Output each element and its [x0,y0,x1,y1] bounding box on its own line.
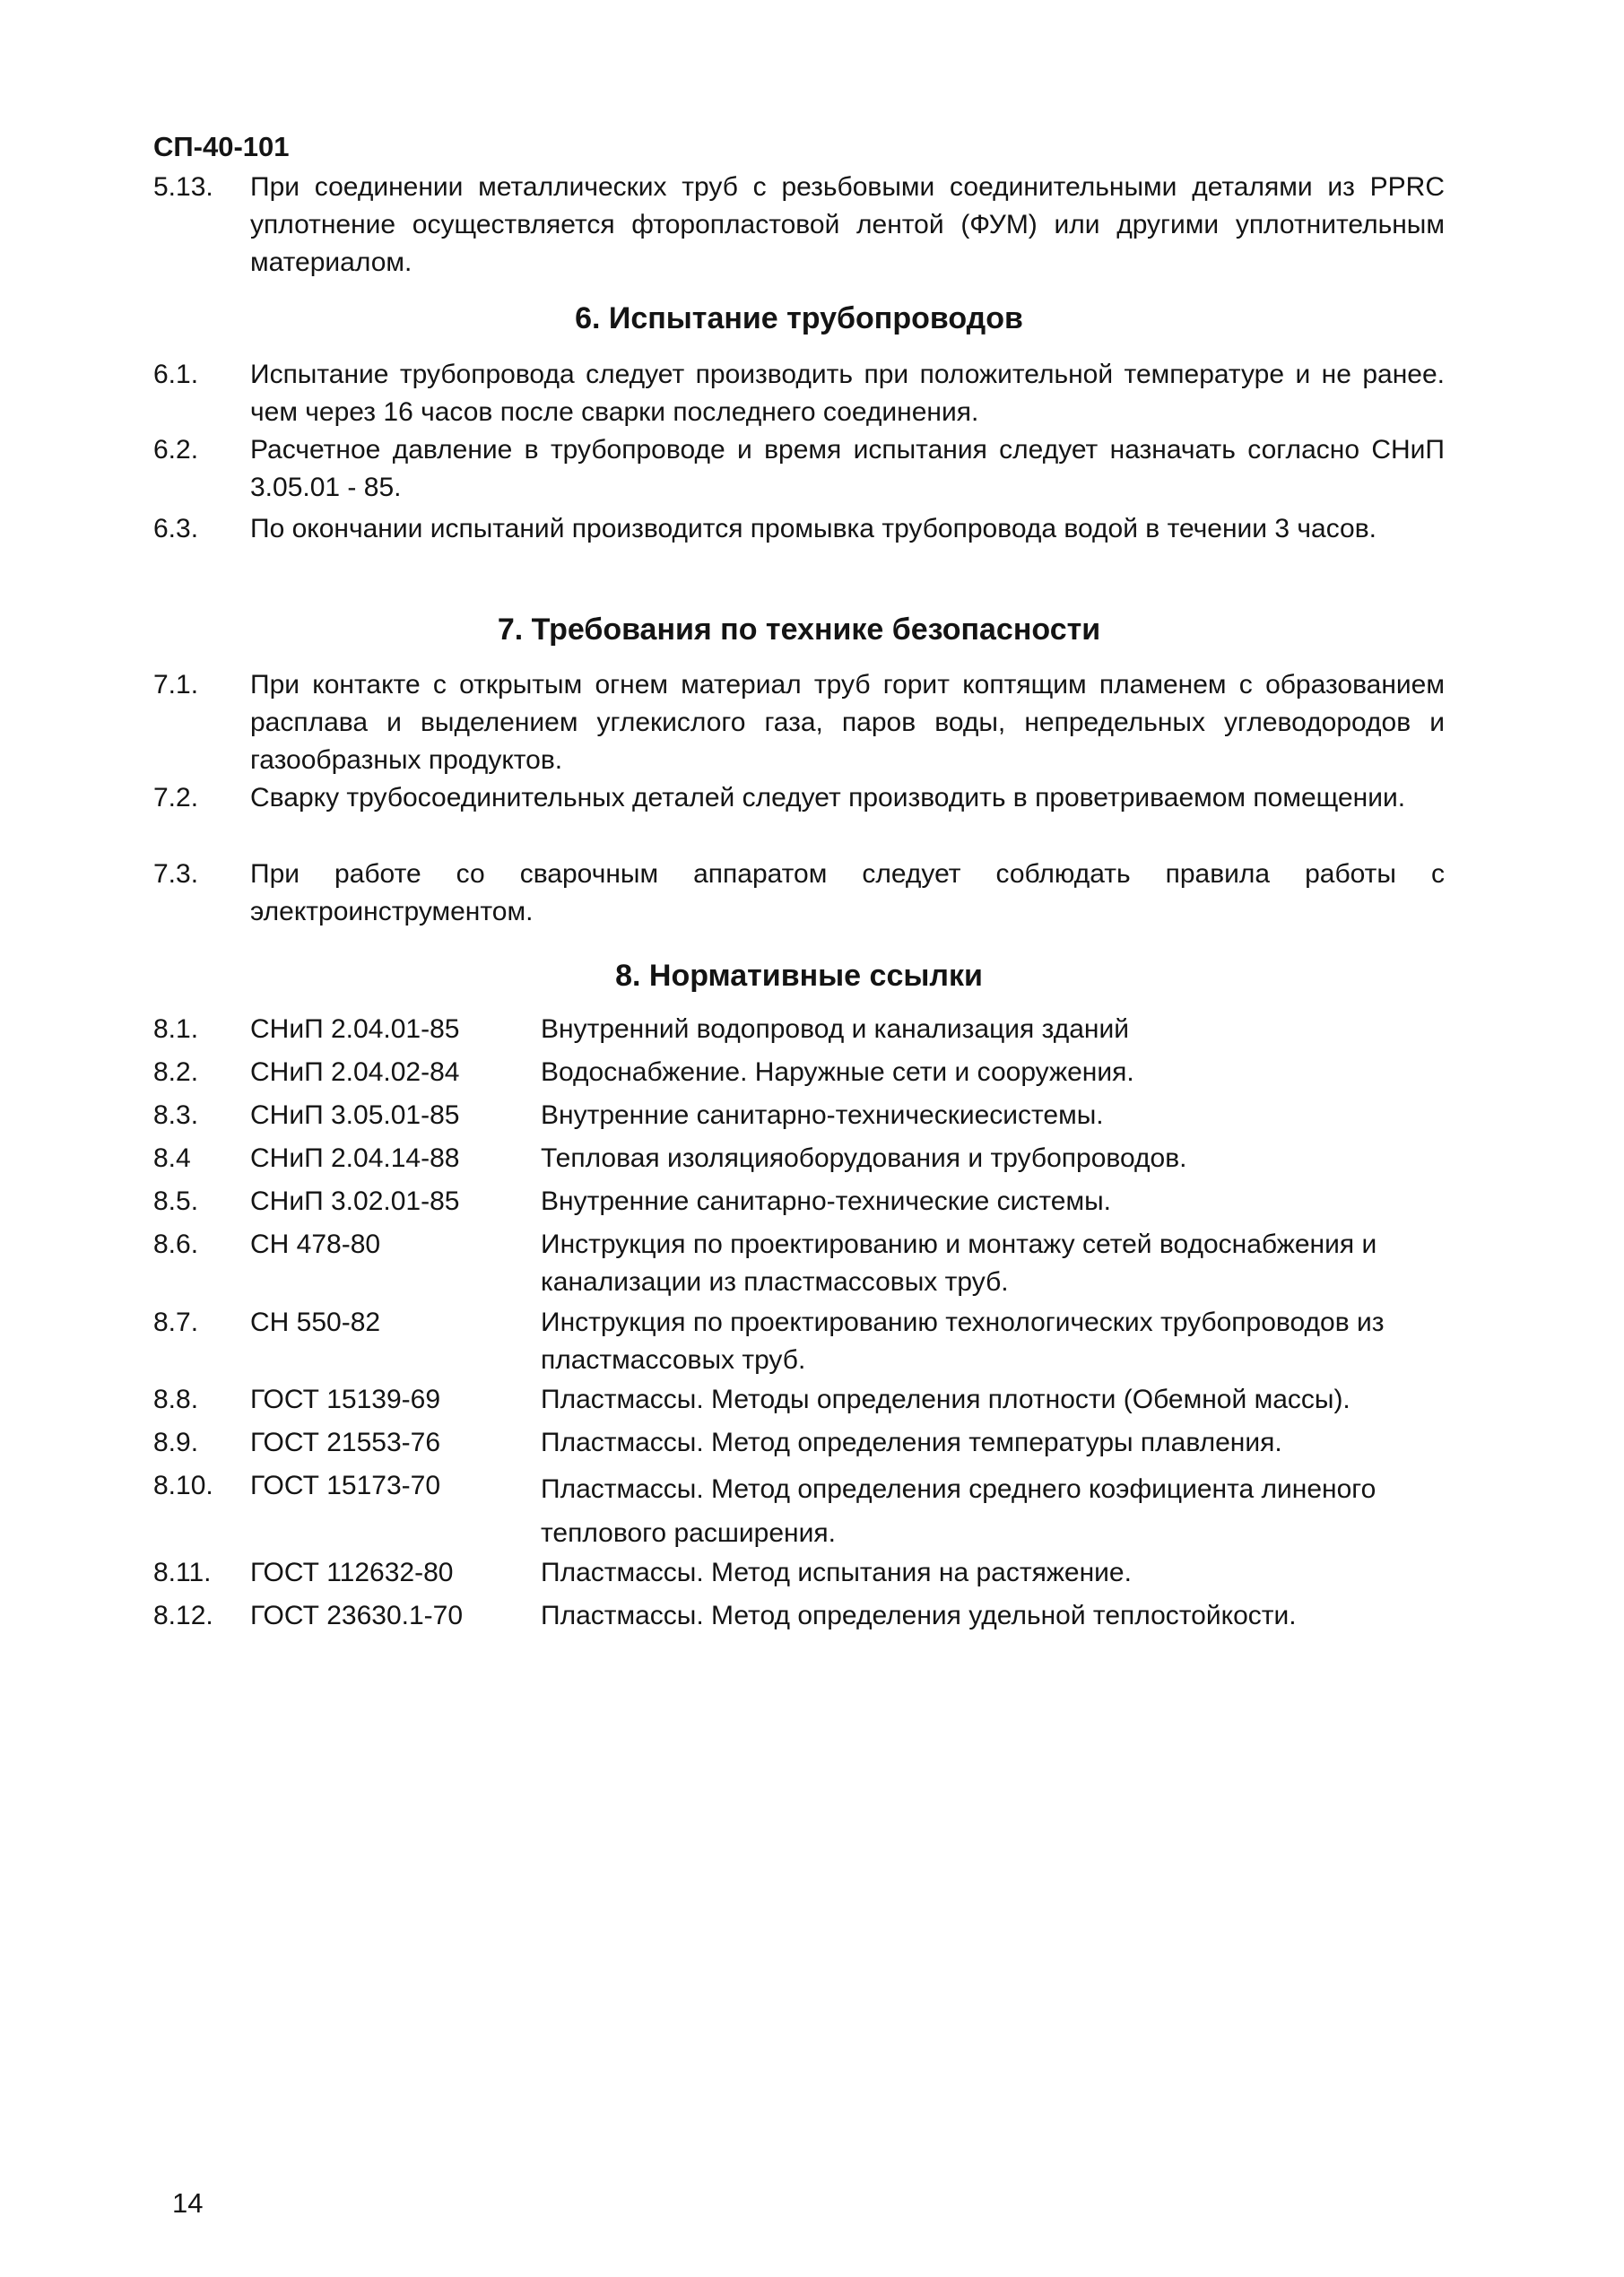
section-7-title: 7. Требования по технике безопасности [497,613,1101,647]
reference-row [153,1011,1463,1048]
reference-title: Тепловая изоляцияоборудования и трубопроводов. [541,1143,1187,1173]
reference-row [153,1597,1463,1635]
reference-title: Пластмассы. Метод определения среднего коэфициента линеного теплового расширения. [541,1474,1376,1548]
reference-code: ГОСТ 112632-80 [250,1558,454,1587]
reference-row [153,1467,1463,1555]
reference-number: 8.7. [153,1308,199,1337]
clause-number: 5.13. [153,172,213,202]
clause-number: 6.1. [153,360,199,389]
reference-title: Внутренний водопровод и канализация зданий [541,1014,1129,1044]
clause-text: При соединении металлических труб с резьбовыми соединительными деталями из PPRC уплотнение осуществляется фторопластовой лентой (ФУМ) или другими уплотнительным материалом. [250,172,1445,277]
reference-row [153,1140,1463,1178]
reference-title: Внутренние санитарно-технические системы. [541,1186,1111,1216]
clause-7-3 [153,856,1445,931]
clause-number: 7.3. [153,859,199,889]
reference-title: Внутренние санитарно-техническиесистемы. [541,1100,1104,1130]
clause-6-2 [153,431,1445,507]
reference-title: Пластмассы. Метод определения удельной теплостойкости. [541,1601,1297,1630]
clause-text: Испытание трубопровода следует производить при положительной температуре и не ранее. чем через 16 часов после сварки последнего соединения. [250,360,1445,427]
clause-number: 6.2. [153,435,199,465]
document-code: СП-40-101 [153,131,290,162]
clause-text: По окончании испытаний производится промывка трубопровода водой в течении 3 часов. [250,514,1377,543]
clause-number: 7.1. [153,670,199,700]
reference-code: СНиП 2.04.01-85 [250,1014,460,1044]
reference-code: СНиП 2.04.14-88 [250,1143,460,1173]
reference-code: СН 550-82 [250,1308,381,1337]
reference-row [153,1554,1463,1592]
reference-number: 8.2. [153,1057,199,1087]
reference-code: СН 478-80 [250,1230,381,1259]
clause-6-3 [153,510,1445,548]
reference-number: 8.9. [153,1428,199,1457]
reference-number: 8.4 [153,1143,191,1173]
reference-title: Инструкция по проектированию технологических трубопроводов из пластмассовых труб. [541,1308,1385,1375]
reference-number: 8.11. [153,1558,212,1587]
reference-row [153,1381,1463,1419]
section-6-title: 6. Испытание трубопроводов [575,301,1023,335]
reference-code: ГОСТ 23630.1-70 [250,1601,464,1630]
reference-number: 8.1. [153,1014,199,1044]
reference-row [153,1424,1463,1462]
clause-7-2 [153,779,1445,817]
reference-row [153,1226,1463,1301]
clause-text: Расчетное давление в трубопроводе и время испытания следует назначать согласно СНиП 3.05.01 - 85. [250,435,1445,502]
clause-7-1 [153,666,1445,779]
clause-5-13 [153,169,1445,282]
reference-code: ГОСТ 21553-76 [250,1428,441,1457]
reference-title: Пластмассы. Методы определения плотности (Обемной массы). [541,1385,1350,1414]
reference-code: ГОСТ 15173-70 [250,1471,441,1500]
clause-number: 7.2. [153,783,199,813]
reference-number: 8.8. [153,1385,199,1414]
reference-number: 8.10. [153,1471,213,1500]
clause-6-1 [153,356,1445,431]
clause-text: При работе со сварочным аппаратом следует соблюдать правила работы с электроинструментом. [250,859,1445,926]
reference-number: 8.5. [153,1186,199,1216]
reference-number: 8.6. [153,1230,199,1259]
reference-row [153,1097,1463,1134]
reference-title: Пластмассы. Метод испытания на растяжение. [541,1558,1132,1587]
reference-title: Водоснабжение. Наружные сети и сооружения. [541,1057,1134,1087]
reference-code: СНиП 3.02.01-85 [250,1186,460,1216]
reference-row [153,1183,1463,1221]
clause-number: 6.3. [153,514,199,543]
reference-code: СНиП 2.04.02-84 [250,1057,460,1087]
section-8-title: 8. Нормативные ссылки [615,959,983,993]
clause-text: Сварку трубосоединительных деталей следует производить в проветриваемом помещении. [250,783,1406,813]
reference-code: ГОСТ 15139-69 [250,1385,441,1414]
page-number: 14 [172,2187,204,2219]
reference-title: Пластмассы. Метод определения температуры плавления. [541,1428,1282,1457]
reference-row [153,1054,1463,1091]
reference-number: 8.12. [153,1601,213,1630]
reference-number: 8.3. [153,1100,199,1130]
clause-text: При контакте с открытым огнем материал труб горит коптящим пламенем с образованием расплава и выделением углекислого газа, паров воды, непредельных углеводородов и газообразных продуктов. [250,670,1445,775]
reference-code: СНиП 3.05.01-85 [250,1100,460,1130]
reference-row [153,1304,1463,1379]
reference-title: Инструкция по проектированию и монтажу сетей водоснабжения и канализации из пластмассовых труб. [541,1230,1377,1297]
